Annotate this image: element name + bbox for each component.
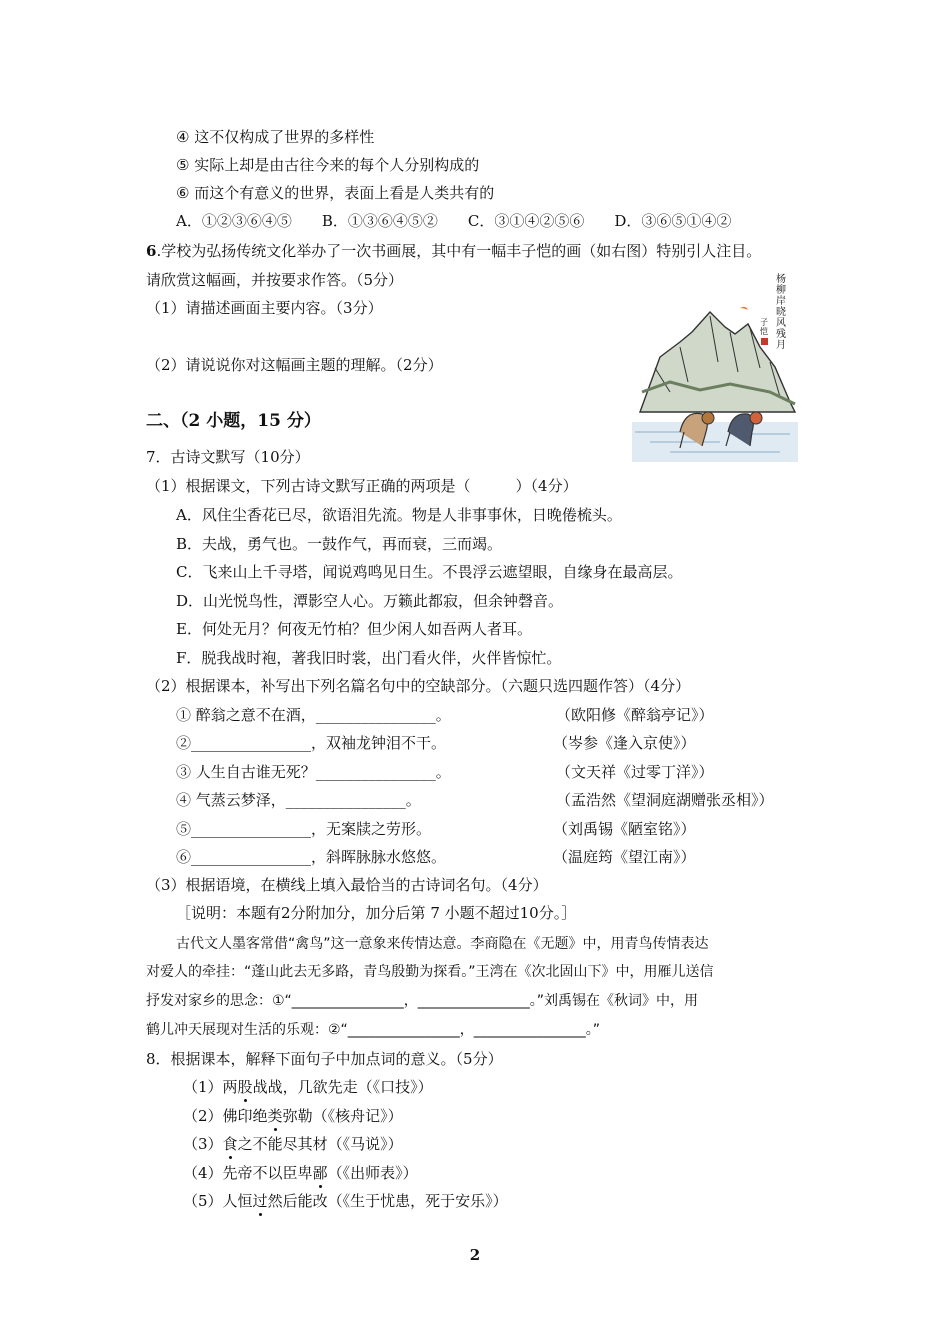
- q6-line1: [146, 241, 761, 261]
- q8-item-3: [183, 1134, 403, 1154]
- q7-option-b: B．夫战，勇气也。一鼓作气，再而衰，三而竭。: [176, 535, 503, 553]
- q7-option-d: D．山光悦鸟性，潭影空人心。万籁此都寂，但余钟磬音。: [176, 592, 564, 610]
- q8-item-5: [183, 1191, 508, 1211]
- seal-stamp: [761, 338, 768, 345]
- q7-para-line-1: 古代文人墨客常借“禽鸟”这一意象来传情达意。李商隐在《无题》中，用青鸟传情表达: [176, 936, 709, 952]
- q7-option-f: F．脱我战时袍，著我旧时裳，出门看火伴，火伴皆惊忙。: [176, 649, 562, 667]
- q8-item-2-pre: （2）佛印绝: [183, 1107, 268, 1125]
- figure-left-hat: [702, 412, 714, 424]
- q8-item-2: [183, 1106, 403, 1126]
- q8-item-1-pre: （1）两: [183, 1078, 238, 1096]
- q8-item-1: [183, 1077, 433, 1097]
- painting-illustration: [630, 272, 800, 464]
- q7-fill-3-source: （文天祥《过零丁洋》）: [556, 763, 714, 781]
- q7-fill-1: ① 醉翁之意不在酒，________________。: [176, 706, 451, 724]
- q7-fill-5: ⑤________________，无案牍之劳形。: [176, 820, 432, 838]
- q8-item-5-dotted-word: 过: [252, 1192, 268, 1210]
- q7-option-a: A．风住尘香花已尽，欲语泪先流。物是人非事事休，日晚倦梳头。: [176, 506, 622, 524]
- q7-fill-4: ④ 气蒸云梦泽，________________。: [176, 791, 421, 809]
- option-sentence-5: ⑤ 实际上却是由古往今来的每个人分别构成的: [176, 156, 480, 174]
- moon-icon: [740, 307, 748, 310]
- q7-fill-2: ②________________，双袖龙钟泪不干。: [176, 734, 447, 752]
- figure-right-hat: [750, 412, 762, 424]
- q7-part2-stem: （2）根据课本，补写出下列名篇名句中的空缺部分。（六题只选四题作答）（4分）: [146, 677, 691, 695]
- q6-line1-text: .学校为弘扬传统文化举办了一次书画展，其中有一幅丰子恺的画（如右图）特别引人注目。: [156, 242, 762, 260]
- q8-item-3-dotted-word: 食: [222, 1135, 238, 1153]
- q7-fill-5-source: （刘禹锡《陋室铭》）: [553, 820, 696, 838]
- q8-item-4-dotted-word: 鄙: [312, 1164, 328, 1182]
- q8-title: 8．根据课本，解释下面句子中加点词的意义。（5分）: [146, 1050, 503, 1068]
- q7-part3-note: ［说明：本题有2分附加分，加分后第 7 小题不超过10分。］: [176, 904, 577, 922]
- q7-part3-stem: （3）根据语境，在横线上填入最恰当的古诗词名句。（4分）: [146, 876, 548, 894]
- q7-fill-3: ③ 人生自古谁无死？________________。: [176, 763, 451, 781]
- q7-fill-2-source: （岑参《逢入京使》）: [553, 734, 696, 752]
- q7-fill-4-source: （孟浩然《望洞庭湖赠张丞相》）: [556, 791, 774, 809]
- q7-title: 7．古诗文默写（10分）: [146, 448, 310, 466]
- q6-sub1: （1）请描述画面主要内容。（3分）: [146, 299, 383, 317]
- q8-item-4-pre: （4）先帝不以臣卑: [183, 1164, 313, 1182]
- q8-item-5-post: 然后能改（《生于忧患，死于安乐》）: [267, 1192, 508, 1210]
- answer-choices: A．①②③⑥④⑤ B．①③⑥④⑤② C．③①④②⑤⑥ D．③⑥⑤①④②: [176, 212, 732, 230]
- feng-zikai-painting: [630, 272, 800, 464]
- q7-para-line-4: 鹤儿冲天展现对生活的乐观：②“________________，________________。”: [146, 1022, 601, 1038]
- q6-number: 6: [146, 242, 157, 260]
- q6-line2: 请欣赏这幅画，并按要求作答。（5分）: [146, 271, 404, 289]
- q8-item-4-post: （《出师表》）: [327, 1164, 418, 1182]
- q7-fill-6-source: （温庭筠《望江南》）: [553, 848, 696, 866]
- q6-sub2: （2）请说说你对这幅画主题的理解。（2分）: [146, 356, 443, 374]
- q7-option-c: C．飞来山上千寻塔，闻说鸡鸣见日生。不畏浮云遮望眼，自缘身在最高层。: [176, 563, 683, 581]
- q8-item-1-post: 战战，几欲先走（《口技》）: [252, 1078, 433, 1096]
- q7-para-line-2: 对爱人的牵挂：“蓬山此去无多路，青鸟殷勤为探看。”王湾在《次北固山下》中，用雁儿送信: [146, 964, 714, 980]
- q8-item-3-pre: （3）: [183, 1135, 223, 1153]
- option-sentence-6: ⑥ 而这个有意义的世界，表面上看是人类共有的: [176, 184, 495, 202]
- q7-fill-1-source: （欧阳修《醉翁亭记》）: [556, 706, 714, 724]
- q7-fill-6: ⑥________________，斜晖脉脉水悠悠。: [176, 848, 447, 866]
- q7-part1-stem: （1）根据课文，下列古诗文默写正确的两项是（ ）（4分）: [146, 477, 578, 495]
- page-number: 2: [469, 1246, 481, 1264]
- q8-item-3-post: 之不能尽其材（《马说》）: [237, 1135, 403, 1153]
- option-sentence-4: ④ 这不仅构成了世界的多样性: [176, 128, 375, 146]
- q7-para-line-3: 抒发对家乡的思念：①“________________，________________。”刘禹锡在《秋词》中，用: [146, 993, 699, 1009]
- painting-inscription: 杨柳岸晓风残月: [776, 274, 786, 351]
- q7-option-e: E．何处无月？何夜无竹柏？但少闲人如吾两人者耳。: [176, 620, 532, 638]
- section-2-heading: 二、（2 小题，15 分）: [146, 411, 321, 431]
- q8-item-2-post: 弥勒（《核舟记》）: [282, 1107, 403, 1125]
- painting-signature: 子恺: [760, 318, 768, 336]
- q8-item-1-dotted-word: 股: [237, 1078, 253, 1096]
- q8-item-5-pre: （5）人恒: [183, 1192, 253, 1210]
- q8-item-4: [183, 1163, 418, 1183]
- q8-item-2-dotted-word: 类: [267, 1107, 283, 1125]
